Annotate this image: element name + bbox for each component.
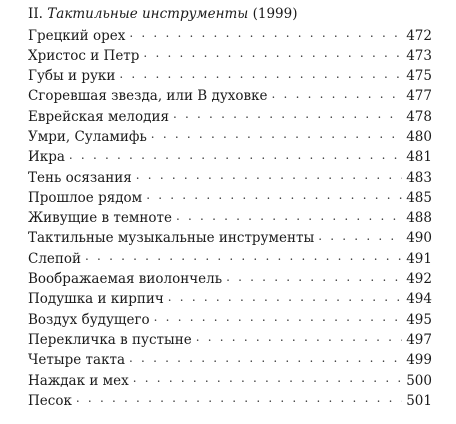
toc-entry-page: 490 (406, 230, 432, 247)
dot-leader (272, 87, 402, 101)
toc-entry-title: Воздух будущего (28, 311, 150, 328)
dot-leader (76, 391, 402, 405)
toc-entry-page: 499 (406, 352, 432, 369)
dot-leader (176, 209, 402, 223)
toc-entry-title: Тактильные музыкальные инструменты (28, 230, 315, 247)
toc-entry-title: Сгоревшая звезда, или В духовке (28, 88, 268, 105)
toc-entry-page: 478 (406, 108, 432, 125)
dot-leader (69, 148, 402, 162)
toc-entry (28, 46, 432, 66)
dot-leader (133, 371, 402, 385)
toc-entry (28, 26, 432, 46)
toc-entry-page: 495 (406, 311, 432, 328)
toc-entry (28, 209, 432, 229)
toc-entry (28, 351, 432, 371)
dot-leader (146, 188, 402, 202)
dot-leader (168, 290, 402, 304)
toc-entry (28, 87, 432, 107)
toc-entry (28, 148, 432, 168)
dot-leader (196, 330, 402, 344)
toc-entry (28, 249, 432, 269)
toc-entry-page: 475 (406, 68, 432, 85)
toc-entry-title: Губы и руки (28, 68, 116, 85)
toc-entry-title: Живущие в темноте (28, 210, 172, 227)
dot-leader (85, 249, 402, 263)
toc-entry-title: Слепой (28, 250, 82, 267)
toc-entry (28, 290, 432, 310)
toc-entry-title: Икра (28, 149, 65, 166)
toc-entry-page: 494 (406, 291, 432, 308)
dot-leader (154, 310, 402, 324)
dot-leader (129, 26, 402, 40)
toc-entry-page: 497 (406, 331, 432, 348)
toc-entry-page: 501 (406, 392, 432, 409)
section-title: Тактильные инструменты (47, 6, 249, 22)
dot-leader (151, 127, 402, 141)
toc-entry-title: Воображаемая виолончель (28, 271, 223, 288)
toc-entry-page: 477 (406, 88, 432, 105)
toc-entry-page: 472 (406, 27, 432, 44)
toc-entry-title: Еврейская мелодия (28, 108, 169, 125)
dot-leader (143, 46, 402, 60)
section-number: II. (28, 6, 43, 22)
toc-entry-page: 488 (406, 210, 432, 227)
toc-entry (28, 107, 432, 127)
toc-entry (28, 310, 432, 330)
toc-entry-title: Песок (28, 392, 72, 409)
toc-entry-page: 485 (406, 189, 432, 206)
toc-entry-page: 492 (406, 271, 432, 288)
toc-entry (28, 330, 432, 350)
section-year: (1999) (252, 6, 298, 22)
toc-entry (28, 229, 432, 249)
toc-entry-title: Христос и Петр (28, 47, 140, 64)
dot-leader (173, 107, 402, 121)
toc-entry (28, 67, 432, 87)
toc-entry (28, 188, 432, 208)
toc-entry-page: 483 (406, 169, 432, 186)
toc-entry (28, 391, 432, 411)
table-of-contents (28, 6, 432, 412)
toc-entry-title: Грецкий орех (28, 27, 126, 44)
dot-leader (136, 168, 402, 182)
toc-entry-page: 500 (406, 372, 432, 389)
toc-entry (28, 127, 432, 147)
toc-entry-title: Перекличка в пустыне (28, 331, 192, 348)
toc-list (28, 26, 432, 412)
toc-entry (28, 168, 432, 188)
toc-entry-page: 481 (406, 149, 432, 166)
toc-entry-title: Наждак и мех (28, 372, 129, 389)
toc-entry-title: Подушка и кирпич (28, 291, 164, 308)
toc-entry-title: Тень осязания (28, 169, 132, 186)
toc-entry (28, 371, 432, 391)
toc-entry-page: 491 (406, 250, 432, 267)
toc-entry-title: Умри, Суламифь (28, 128, 147, 145)
toc-entry (28, 270, 432, 290)
toc-entry-title: Прошлое рядом (28, 189, 143, 206)
dot-leader (318, 229, 402, 243)
dot-leader (119, 67, 402, 81)
dot-leader (226, 270, 402, 284)
dot-leader (129, 351, 402, 365)
toc-entry-page: 473 (406, 47, 432, 64)
toc-entry-title: Четыре такта (28, 352, 126, 369)
section-heading (28, 6, 432, 22)
toc-entry-page: 480 (406, 128, 432, 145)
